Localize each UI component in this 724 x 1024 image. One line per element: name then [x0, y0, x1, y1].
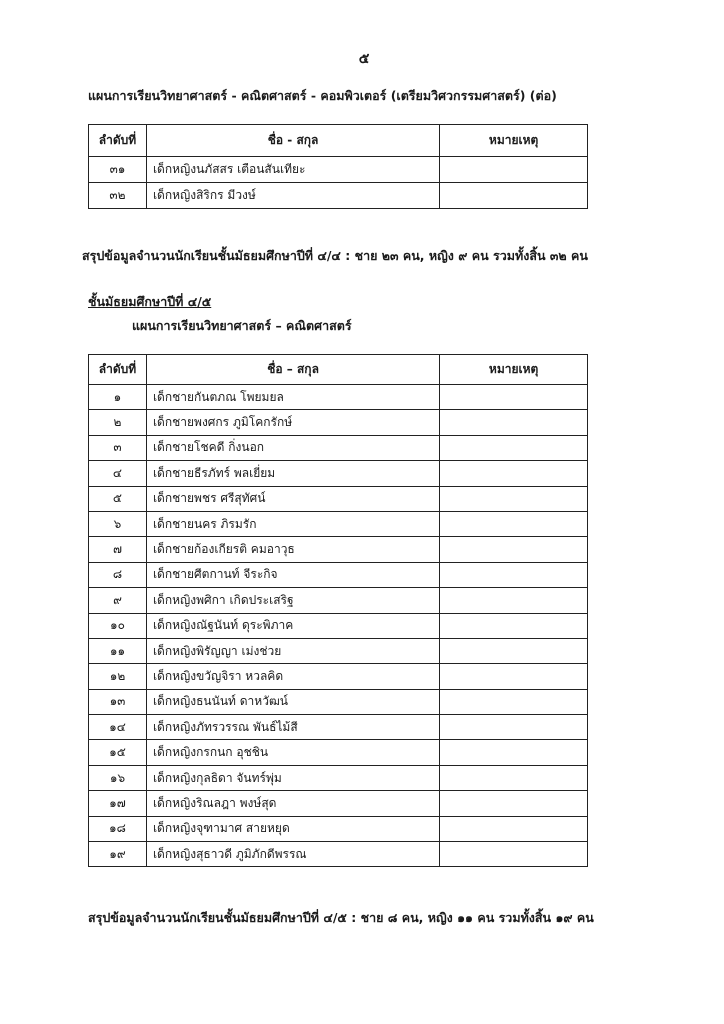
row-name: เด็กชายธีรภัทร์ พลเยี่ยม — [146, 461, 439, 486]
row-name: เด็กชายนคร ภิรมรัก — [146, 511, 439, 536]
header-no: ลำดับที่ — [89, 125, 147, 157]
row-name: เด็กหญิงธนนันท์ ดาหวัฒน์ — [146, 689, 439, 714]
row-no: ๒ — [89, 410, 147, 435]
table-row — [89, 157, 588, 183]
row-name: เด็กชายโชคดี กิ่งนอก — [146, 435, 439, 460]
table-row — [89, 740, 588, 765]
row-note — [440, 638, 588, 663]
table-row — [89, 842, 588, 867]
row-name: เด็กชายก้องเกียรติ คมอาวุธ — [146, 537, 439, 562]
row-note — [440, 157, 588, 183]
row-no: ๑ — [89, 385, 147, 410]
row-no: ๕ — [89, 486, 147, 511]
row-note — [440, 842, 588, 867]
section1-heading: แผนการเรียนวิทยาศาสตร์ - คณิตศาสตร์ - คอมพิวเตอร์ (เตรียมวิศวกรรมศาสตร์) (ต่อ) — [88, 88, 557, 103]
row-note — [440, 486, 588, 511]
table-row — [89, 461, 588, 486]
row-no: ๑๓ — [89, 689, 147, 714]
section2-table — [88, 354, 588, 867]
row-no: ๙ — [89, 588, 147, 613]
row-no: ๑๑ — [89, 638, 147, 663]
row-name: เด็กหญิงริณลฎา พงษ์สุด — [146, 791, 439, 816]
section2-class-title: ชั้นมัธยมศึกษาปีที่ ๔/๕ — [88, 294, 212, 309]
row-note — [440, 816, 588, 841]
row-note — [440, 664, 588, 689]
table-row — [89, 385, 588, 410]
table-row — [89, 410, 588, 435]
section1-table — [88, 124, 588, 209]
row-name: เด็กชายกันตภณ โพยมยล — [146, 385, 439, 410]
row-name: เด็กชายพชร ศรีสุทัศน์ — [146, 486, 439, 511]
row-note — [440, 791, 588, 816]
header-note: หมายเหตุ — [440, 355, 588, 385]
table-row — [89, 715, 588, 740]
row-no: ๑๕ — [89, 740, 147, 765]
row-name: เด็กหญิงสิริกร มีวงษ์ — [146, 183, 439, 209]
section2-table-body — [89, 385, 588, 867]
row-note — [440, 689, 588, 714]
header-name: ชื่อ - สกุล — [146, 125, 439, 157]
row-no: ๑๐ — [89, 613, 147, 638]
section1-summary: สรุปข้อมูลจำนวนนักเรียนชั้นมัธยมศึกษาปีที่ ๔/๔ : ชาย ๒๓ คน, หญิง ๙ คน รวมทั้งสิ้น ๓๒ คน — [82, 248, 588, 263]
row-note — [440, 613, 588, 638]
row-no: ๑๙ — [89, 842, 147, 867]
row-note — [440, 562, 588, 587]
header-no: ลำดับที่ — [89, 355, 147, 385]
table-row — [89, 765, 588, 790]
table-row — [89, 588, 588, 613]
row-no: ๑๔ — [89, 715, 147, 740]
row-note — [440, 461, 588, 486]
row-name: เด็กชายพงศกร ภูมิโคกรักษ์ — [146, 410, 439, 435]
table-row — [89, 183, 588, 209]
header-name: ชื่อ – สกุล — [146, 355, 439, 385]
row-note — [440, 435, 588, 460]
row-no: ๑๖ — [89, 765, 147, 790]
row-no: ๑๘ — [89, 816, 147, 841]
table-row — [89, 486, 588, 511]
row-name: เด็กหญิงกุลธิดา จันทร์พุ่ม — [146, 765, 439, 790]
row-name: เด็กหญิงกรกนก อุชชิน — [146, 740, 439, 765]
page-number: ๕ — [358, 51, 370, 67]
row-no: ๖ — [89, 511, 147, 536]
row-name: เด็กหญิงณัฐนันท์ ดุระพิภาค — [146, 613, 439, 638]
row-no: ๔ — [89, 461, 147, 486]
header-note: หมายเหตุ — [440, 125, 588, 157]
row-no: ๑๒ — [89, 664, 147, 689]
table-row — [89, 791, 588, 816]
row-no: ๗ — [89, 537, 147, 562]
row-note — [440, 183, 588, 209]
row-name: เด็กชายศีตกานท์ จีระกิจ — [146, 562, 439, 587]
row-no: ๓ — [89, 435, 147, 460]
row-note — [440, 385, 588, 410]
row-note — [440, 588, 588, 613]
table-row — [89, 664, 588, 689]
table-row — [89, 511, 588, 536]
table-row — [89, 613, 588, 638]
section2-heading: แผนการเรียนวิทยาศาสตร์ – คณิตศาสตร์ — [132, 318, 352, 333]
table-row — [89, 435, 588, 460]
row-name: เด็กหญิงพศิกา เกิดประเสริฐ — [146, 588, 439, 613]
row-no: ๓๑ — [89, 157, 147, 183]
row-name: เด็กหญิงขวัญจิรา หวลคิด — [146, 664, 439, 689]
section2-summary: สรุปข้อมูลจำนวนนักเรียนชั้นมัธยมศึกษาปีที่ ๔/๕ : ชาย ๘ คน, หญิง ๑๑ คน รวมทั้งสิ้น ๑๙ คน — [88, 910, 594, 925]
table-row — [89, 562, 588, 587]
row-no: ๓๒ — [89, 183, 147, 209]
row-name: เด็กหญิงสุธาวดี ภูมิภักดีพรรณ — [146, 842, 439, 867]
row-note — [440, 537, 588, 562]
row-note — [440, 410, 588, 435]
table-row — [89, 537, 588, 562]
row-name: เด็กหญิงจุฑามาศ สายหยุด — [146, 816, 439, 841]
row-name: เด็กหญิงนภัสสร เตือนสันเทียะ — [146, 157, 439, 183]
row-note — [440, 511, 588, 536]
table-row — [89, 816, 588, 841]
table-row — [89, 638, 588, 663]
row-note — [440, 740, 588, 765]
table-header-row — [89, 125, 588, 157]
row-note — [440, 715, 588, 740]
row-no: ๑๗ — [89, 791, 147, 816]
row-note — [440, 765, 588, 790]
row-no: ๘ — [89, 562, 147, 587]
table-header-row — [89, 355, 588, 385]
row-name: เด็กหญิงพิรัญญา เม่งช่วย — [146, 638, 439, 663]
row-name: เด็กหญิงภัทรวรรณ พันธ์ไม้สี — [146, 715, 439, 740]
table-row — [89, 689, 588, 714]
